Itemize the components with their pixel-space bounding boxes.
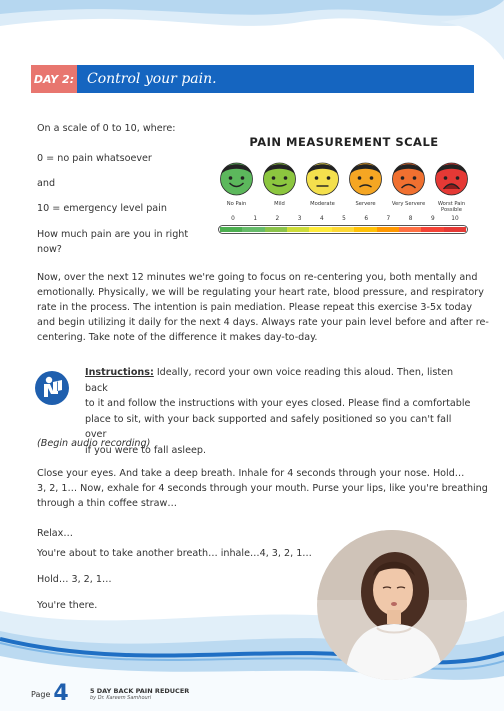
pain-face-4 <box>393 163 425 195</box>
day-label: DAY 2: <box>31 65 77 93</box>
audio-there: You're there. <box>37 600 98 611</box>
intro-question-1: How much pain are you in right <box>37 229 189 240</box>
pain-bar-segment-6 <box>354 227 376 232</box>
intro-line-4: 10 = emergency level pain <box>37 203 167 214</box>
day-banner <box>31 65 474 93</box>
pain-bar-segment-8 <box>399 227 421 232</box>
instructions-line-1: Ideally, record your own voice reading this aloud. Then, listen back <box>85 367 454 394</box>
intro-line-1: On a scale of 0 to 10, where: <box>37 123 176 134</box>
pain-scale-number-3: 3 <box>297 216 302 222</box>
pain-bar-segment-5 <box>332 227 354 232</box>
pain-scale-number-7: 7 <box>386 216 391 222</box>
audio-line-3: through a thin coffee straw… <box>37 498 177 509</box>
audio-line-2: 3, 2, 1… Now, exhale for 4 seconds through your mouth. Purse your lips, like you're breathing <box>37 483 488 494</box>
top-wave-decoration <box>0 0 504 70</box>
pain-scale-number-9: 9 <box>430 216 435 222</box>
pain-scale-number-5: 5 <box>342 216 346 222</box>
pain-scale-number-8: 8 <box>408 216 413 222</box>
pain-scale-number-4: 4 <box>319 216 324 222</box>
page-label: Page <box>31 689 51 699</box>
pain-face-3 <box>350 163 382 195</box>
pain-bar-segment-2 <box>265 227 287 232</box>
pain-scale-number-0: 0 <box>231 216 235 222</box>
instructions-line-2: to it and follow the instructions with your eyes closed. Please find a comfortable <box>85 398 471 409</box>
pain-face-label-5: Worst Pain Possible <box>437 201 466 213</box>
audio-breath: You're about to take another breath… inhale…4, 3, 2, 1… <box>37 548 312 559</box>
pain-bar-segment-9 <box>421 227 443 232</box>
pain-face-label-3: Servere <box>355 201 376 207</box>
instructions-line-4: if you were to fall asleep. <box>85 444 207 456</box>
day-title: Control your pain. <box>87 71 217 87</box>
pain-scale-number-2: 2 <box>275 216 280 222</box>
pain-scale-number-1: 1 <box>253 216 258 222</box>
pain-scale-number-10: 10 <box>451 216 459 222</box>
intro-line-2: 0 = no pain whatsoever <box>37 153 152 164</box>
body-line-3: rate in the process. The intention is pain mediation. Please repeat this exercise 3-5x today <box>37 302 473 313</box>
pain-scale-title: PAIN MEASUREMENT SCALE <box>249 135 439 149</box>
pain-scale-number-6: 6 <box>364 216 369 222</box>
begin-audio-label: (Begin audio recording) <box>37 438 151 449</box>
audio-line-1: Close your eyes. And take a deep breath. Inhale for 4 seconds through your nose. Hold… <box>37 468 465 479</box>
page-number: 4 <box>53 681 69 706</box>
reading-person-icon <box>34 370 70 406</box>
pain-face-1 <box>264 163 296 195</box>
pain-face-5 <box>436 163 468 195</box>
pain-scale-bar <box>218 225 468 234</box>
pain-scale <box>215 135 473 243</box>
pain-bar-segment-10 <box>444 227 466 232</box>
pain-bar-segment-1 <box>242 227 264 232</box>
pain-face-label-4: Very Servere <box>391 201 426 207</box>
audio-hold: Hold… 3, 2, 1… <box>37 574 112 585</box>
audio-relax: Relax… <box>37 528 73 539</box>
pain-face-2 <box>307 163 339 195</box>
pain-face-label-0: No Pain <box>226 201 247 207</box>
book-title: 5 DAY BACK PAIN REDUCER <box>90 687 190 695</box>
pain-bar-segment-0 <box>220 227 242 232</box>
pain-bar-segment-7 <box>377 227 399 232</box>
pain-face-0 <box>221 163 253 195</box>
body-line-2: emotionally. Physically, we will be regulating your heart rate, blood pressure, and respiratory <box>37 287 484 298</box>
pain-bar-segment-3 <box>287 227 309 232</box>
pain-face-label-2: Moderate <box>310 201 335 207</box>
body-line-5: centering. Take note of the difference it makes day-to-day. <box>37 332 318 343</box>
body-line-4: and begin utilizing it daily for the next 4 days. Always rate your pain level before and after re- <box>37 317 489 328</box>
page-number-block <box>31 683 69 705</box>
intro-line-3: and <box>37 178 56 189</box>
book-author: by Dr. Kareem Samhouri <box>90 695 152 701</box>
instructions-label: Instructions: <box>85 367 154 378</box>
intro-question-2: now? <box>37 244 62 255</box>
instructions-line-3: place to sit, with your back supported and safely positioned so you can't fall over <box>85 413 452 440</box>
relaxing-woman-photo <box>317 530 467 680</box>
pain-bar-segment-4 <box>309 227 331 232</box>
body-line-1: Now, over the next 12 minutes we're going to focus on re-centering you, both mentally and <box>37 272 478 283</box>
pain-face-label-1: Mild <box>274 201 285 207</box>
